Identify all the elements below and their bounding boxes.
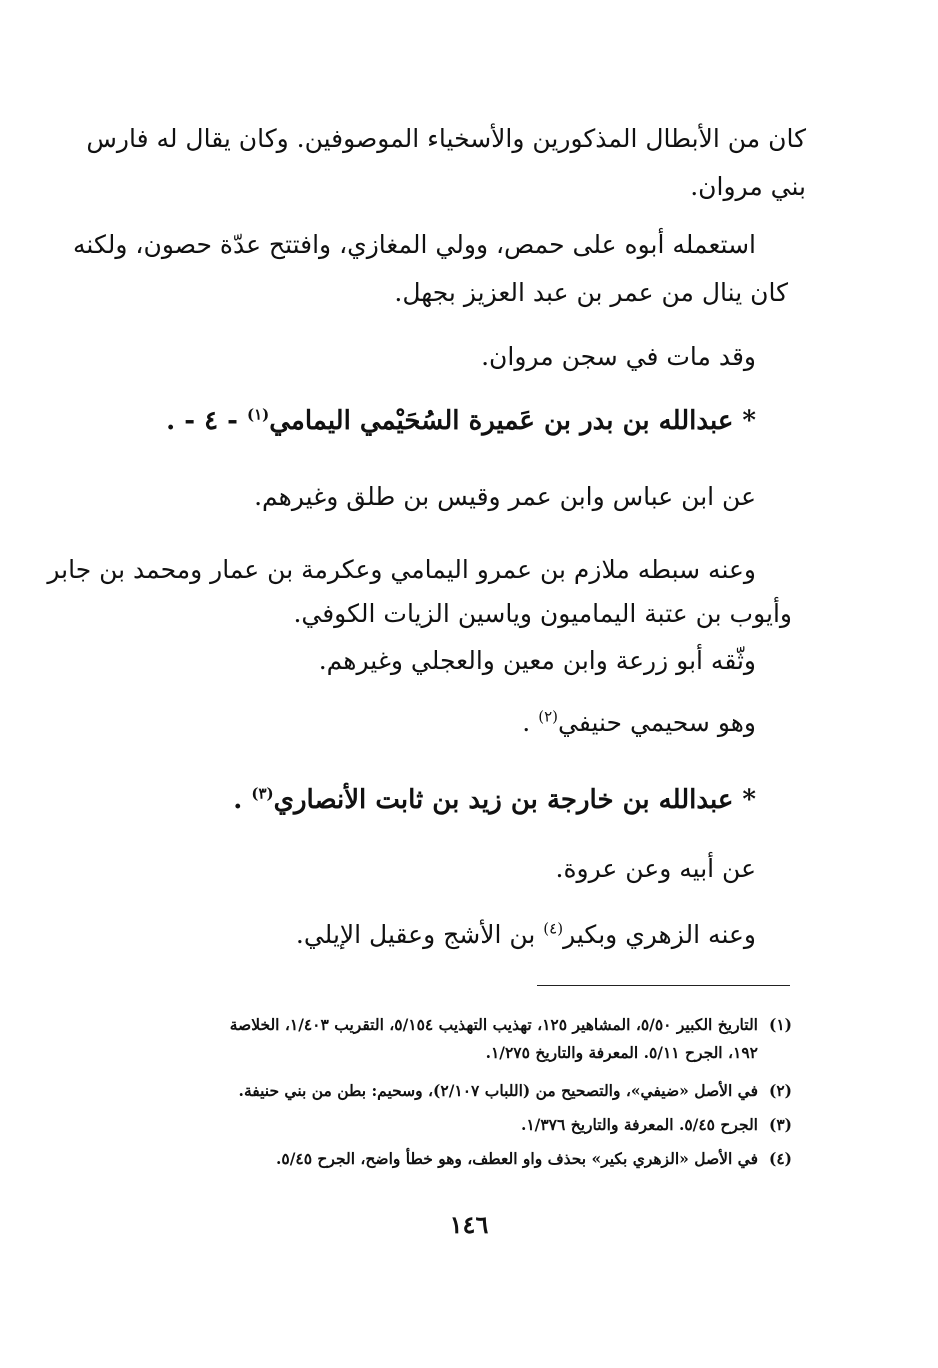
body-line [522, 706, 756, 740]
footnote-ref: (٣) [251, 784, 274, 803]
entry-heading [233, 783, 756, 817]
body-line: وقد مات في سجن مروان. [481, 342, 756, 371]
entry-name: * عبدالله بن خارجة بن زيد بن ثابت الأنصاري [273, 785, 756, 815]
body-line: وأيوب بن عتبة اليماميون وياسين الزيات الكوفي. [293, 599, 792, 628]
body-line: بني مروان. [690, 172, 806, 201]
footnote-text: في الأصل «ضيفي»، والتصحيح من (اللباب ٢/١٠٧)، وسحيم: بطن من بني حنيفة. [238, 1081, 758, 1100]
body-line: كان ينال من عمر بن عبد العزيز بجهل. [394, 278, 788, 307]
body-line: عن ابن عباس وابن عمر وقيس بن طلق وغيرهم. [254, 482, 756, 511]
footnote-number: (٢) [768, 1081, 792, 1100]
footnote-text: التاريخ الكبير ٥/٥٠، المشاهير ١٢٥، تهذيب التهذيب ٥/١٥٤، التقريب ١/٤٠٣، الخلاصة [229, 1015, 758, 1034]
entry-name: * عبدالله بن بدر بن عَميرة السُحَيْمي اليمامي [269, 406, 756, 436]
footnote-divider [537, 985, 790, 986]
footnote-number: (١) [768, 1015, 792, 1034]
entry-heading [166, 404, 756, 438]
body-text: وهو سحيمي حنيفي [557, 708, 756, 737]
entry-number: - ٤ - . [166, 406, 247, 436]
body-line: عن أبيه وعن عروة. [555, 854, 756, 883]
body-line [296, 918, 756, 952]
footnote-text: الجرح ٥/٤٥. المعرفة والتاريخ ١/٣٧٦. [520, 1115, 758, 1134]
footnote [276, 1148, 792, 1170]
footnote [239, 1080, 792, 1102]
body-text: وعنه الزهري وبكير [563, 920, 756, 949]
footnote-number: (٤) [768, 1149, 792, 1168]
body-line: استعمله أبوه على حمص، وولي المغازي، وافتتح عدّة حصون، ولكنه [73, 230, 756, 259]
body-text: بن الأشج وعقيل الإيلي. [295, 920, 544, 949]
page-number: ١٤٦ [449, 1210, 489, 1239]
body-text: . [522, 708, 539, 737]
entry-number: . [233, 785, 252, 815]
footnote-text: في الأصل «الزهري بكير» بحذف واو العطف، وهو خطأ واضح، الجرح ٥/٤٥. [275, 1149, 758, 1168]
body-line: كان من الأبطال المذكورين والأسخياء الموصوفين. وكان يقال له فارس [86, 124, 806, 153]
body-line: وعنه سبطه ملازم بن عمرو اليمامي وعكرمة بن عمار ومحمد بن جابر [47, 555, 756, 584]
footnote [521, 1114, 792, 1136]
footnote [230, 1014, 792, 1036]
footnote-number: (٣) [768, 1115, 792, 1134]
footnote-ref: (٤) [543, 919, 564, 938]
footnote-ref: (٢) [538, 707, 558, 726]
footnote-ref: (١) [246, 405, 270, 424]
body-line: وثّقه أبو زرعة وابن معين والعجلي وغيرهم. [318, 646, 756, 675]
footnote-continuation: ١٩٢، الجرح ٥/١١. المعرفة والتاريخ ١/٢٧٥. [485, 1043, 758, 1062]
